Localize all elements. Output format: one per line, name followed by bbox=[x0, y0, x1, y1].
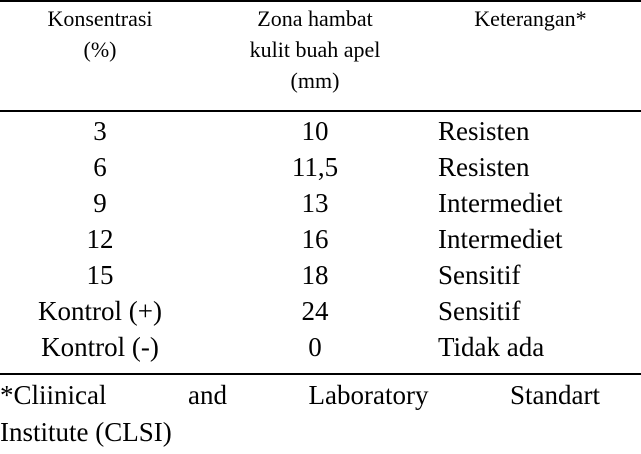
footnote-word: and bbox=[188, 380, 227, 410]
column-header-konsentrasi: Konsentrasi (%) bbox=[47, 6, 153, 62]
cell-keterangan: Intermediet bbox=[438, 224, 563, 254]
cell-konsentrasi: 6 bbox=[93, 152, 107, 182]
cell-keterangan: Resisten bbox=[438, 116, 530, 146]
cell-zona-hambat: 0 bbox=[308, 332, 322, 362]
cell-zona-hambat: 10 bbox=[301, 116, 329, 146]
cell-konsentrasi: 9 bbox=[93, 188, 107, 218]
footnote-line-2: Institute (CLSI) bbox=[0, 417, 172, 447]
footnote bbox=[0, 377, 641, 451]
cell-zona-hambat: 18 bbox=[301, 260, 329, 290]
cell-zona-hambat: 11,5 bbox=[291, 152, 339, 182]
cell-keterangan: Sensitif bbox=[438, 296, 521, 326]
header-rule bbox=[0, 110, 641, 112]
footnote-word: Laboratory bbox=[308, 380, 429, 410]
footnote-line-1 bbox=[0, 377, 610, 414]
cell-keterangan: Resisten bbox=[438, 152, 530, 182]
footnote-word: *Cliinical bbox=[0, 380, 107, 410]
cell-zona-hambat: 16 bbox=[301, 224, 329, 254]
cell-keterangan: Tidak ada bbox=[438, 332, 545, 362]
column-header-keterangan: Keterangan* bbox=[474, 6, 587, 31]
cell-konsentrasi: 3 bbox=[93, 116, 107, 146]
cell-keterangan: Sensitif bbox=[438, 260, 521, 290]
column-header-zona-hambat: Zona hambat kulit buah apel (mm) bbox=[249, 6, 381, 93]
cell-konsentrasi: 15 bbox=[86, 260, 114, 290]
bottom-rule bbox=[0, 373, 641, 375]
cell-keterangan: Intermediet bbox=[438, 188, 563, 218]
cell-zona-hambat: 13 bbox=[301, 188, 329, 218]
cell-konsentrasi: Kontrol (+) bbox=[38, 296, 162, 326]
cell-zona-hambat: 24 bbox=[301, 296, 329, 326]
top-rule bbox=[0, 0, 641, 2]
cell-konsentrasi: 12 bbox=[86, 224, 114, 254]
cell-konsentrasi: Kontrol (-) bbox=[41, 332, 159, 362]
footnote-word: Standart bbox=[510, 380, 600, 410]
